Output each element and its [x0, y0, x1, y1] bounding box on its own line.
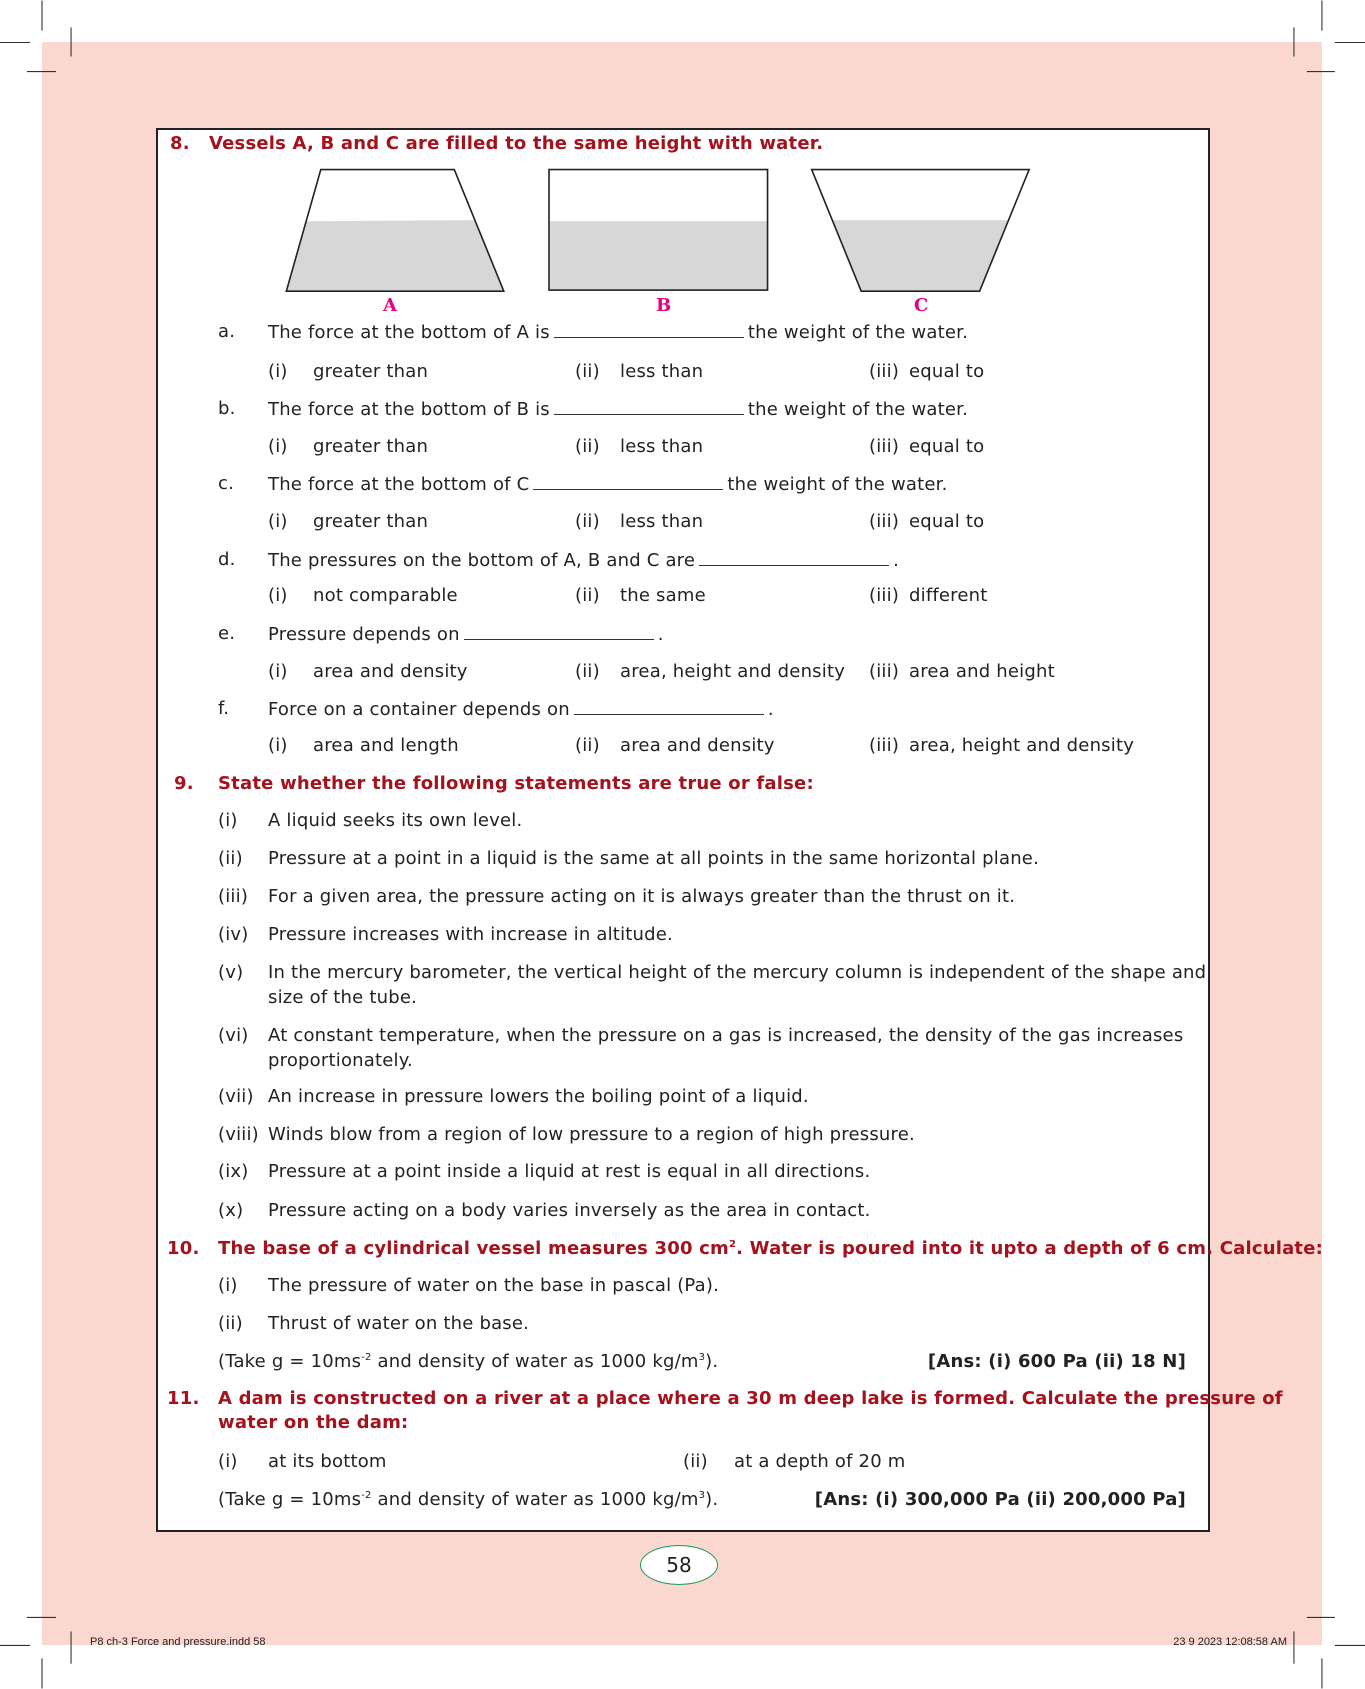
q8-option-text: less than — [620, 361, 704, 382]
q9-statement: Pressure increases with increase in altitude. — [268, 924, 673, 945]
vessel-a — [286, 170, 503, 292]
q9-item-label: (iv) — [218, 924, 249, 945]
q8-option-label: (iii) — [869, 735, 900, 756]
q8-option-text: area and density — [313, 661, 468, 682]
q8-item-label: c. — [218, 473, 235, 494]
question-8-title: Vessels A, B and C are filled to the same height with water. — [209, 133, 824, 154]
q9-statement-cont: size of the tube. — [268, 987, 418, 1008]
q8-option-label: (ii) — [575, 511, 600, 532]
vessel-label-c: C — [914, 295, 929, 316]
q9-item-label: (vii) — [218, 1086, 254, 1107]
answer-blank[interactable] — [464, 623, 654, 640]
q11-given: (Take $g = 10ms^{-2}$ and density of water as 1000 $kg/m^3$). — [218, 1489, 719, 1510]
q8-option-label: (i) — [268, 735, 288, 756]
q9-statement: At constant temperature, when the pressure on a gas is increased, the density of the gas increases — [268, 1025, 1184, 1046]
q9-statement: An increase in pressure lowers the boiling point of a liquid. — [268, 1086, 809, 1107]
vessel-label-b: B — [656, 295, 672, 316]
q8-option-text: less than — [620, 511, 704, 532]
q8-item-label: e. — [218, 623, 236, 644]
q8-option-text: area and height — [909, 661, 1055, 682]
page-number: 58 — [640, 1545, 718, 1585]
vessel-b — [549, 170, 768, 291]
q8-option-label: (iii) — [869, 585, 900, 606]
q8-option-label: (iii) — [869, 661, 900, 682]
question-10-title: The base of a cylindrical vessel measures 300 $cm^2$. Water is poured into it upto a depth of 6 cm. Calculate: — [218, 1238, 1324, 1259]
q11-option-label: (i) — [218, 1451, 238, 1472]
q8-option-text: area and density — [620, 735, 775, 756]
q8-option-label: (i) — [268, 585, 288, 606]
q8-option-label: (i) — [268, 436, 288, 457]
question-9-title: State whether the following statements are true or false: — [218, 773, 814, 794]
q9-statement: Winds blow from a region of low pressure to a region of high pressure. — [268, 1124, 915, 1145]
q10-item-text: The pressure of water on the base in pascal (Pa). — [268, 1275, 720, 1296]
slug-date: 23 9 2023 12:08:58 AM — [1173, 1636, 1287, 1648]
q11-answer: [Ans: (i) 300,000 Pa (ii) 200,000 Pa] — [814, 1489, 1186, 1510]
question-11-number: 11. — [167, 1388, 200, 1409]
q8-option-label: (iii) — [869, 511, 900, 532]
q8-option-label: (i) — [268, 361, 288, 382]
q10-item-text: Thrust of water on the base. — [268, 1313, 530, 1334]
q8-option-text: greater than — [313, 511, 429, 532]
q9-item-label: (ix) — [218, 1161, 249, 1182]
q11-option: at its bottom — [268, 1451, 387, 1472]
q8-item-statement: The force at the bottom of C the weight of the water. — [268, 474, 948, 495]
q8-option-text: less than — [620, 436, 704, 457]
q8-item-statement: Pressure depends on . — [268, 624, 664, 645]
answer-blank[interactable] — [554, 321, 744, 338]
q9-item-label: (ii) — [218, 848, 243, 869]
slug-file: P8 ch-3 Force and pressure.indd 58 — [90, 1636, 266, 1648]
q8-option-label: (ii) — [575, 735, 600, 756]
q8-option-text: different — [909, 585, 988, 606]
q11-option: at a depth of 20 m — [734, 1451, 906, 1472]
q8-option-text: area, height and density — [909, 735, 1135, 756]
q8-option-label: (ii) — [575, 361, 600, 382]
q8-option-text: equal to — [909, 436, 985, 457]
q8-item-label: d. — [218, 549, 236, 570]
answer-blank[interactable] — [699, 549, 889, 566]
q8-option-text: greater than — [313, 361, 429, 382]
q8-option-label: (i) — [268, 511, 288, 532]
q8-option-text: the same — [620, 585, 706, 606]
q8-item-statement: Force on a container depends on . — [268, 699, 774, 720]
q10-answer: [Ans: (i) 600 Pa (ii) 18 N] — [927, 1351, 1186, 1372]
question-11-title-cont: water on the dam: — [218, 1412, 409, 1433]
q8-option-label: (ii) — [575, 436, 600, 457]
q8-option-label: (ii) — [575, 585, 600, 606]
q8-item-label: a. — [218, 321, 236, 342]
q9-statement: A liquid seeks its own level. — [268, 810, 523, 831]
q8-option-label: (iii) — [869, 436, 900, 457]
q9-item-label: (v) — [218, 962, 244, 983]
q11-option-label: (ii) — [683, 1451, 708, 1472]
q8-option-text: equal to — [909, 361, 985, 382]
q9-statement: Pressure acting on a body varies inversely as the area in contact. — [268, 1200, 871, 1221]
q9-item-label: (viii) — [218, 1124, 259, 1145]
q9-statement: Pressure at a point inside a liquid at rest is equal in all directions. — [268, 1161, 871, 1182]
q10-item-label: (i) — [218, 1275, 238, 1296]
q8-item-label: b. — [218, 398, 236, 419]
q8-option-text: area, height and density — [620, 661, 846, 682]
q9-item-label: (vi) — [218, 1025, 249, 1046]
q8-option-label: (ii) — [575, 661, 600, 682]
vessel-c — [812, 170, 1029, 292]
answer-blank[interactable] — [554, 398, 744, 415]
question-10-number: 10. — [167, 1238, 200, 1259]
q9-item-label: (x) — [218, 1200, 244, 1221]
answer-blank[interactable] — [574, 698, 764, 715]
question-9-number: 9. — [174, 773, 194, 794]
q8-item-statement: The force at the bottom of B is the weight of the water. — [268, 399, 969, 420]
q8-option-label: (iii) — [869, 361, 900, 382]
q9-item-label: (i) — [218, 810, 238, 831]
q8-option-label: (i) — [268, 661, 288, 682]
question-11-title: A dam is constructed on a river at a place where a 30 m deep lake is formed. Calculate the pressure of — [218, 1388, 1283, 1409]
q9-item-label: (iii) — [218, 886, 249, 907]
q8-item-label: f. — [218, 698, 230, 719]
answer-blank[interactable] — [533, 473, 723, 490]
q8-item-statement: The force at the bottom of A is the weight of the water. — [268, 322, 968, 343]
q9-statement: Pressure at a point in a liquid is the same at all points in the same horizontal plane. — [268, 848, 1040, 869]
q8-option-text: not comparable — [313, 585, 458, 606]
q9-statement: In the mercury barometer, the vertical height of the mercury column is independent of the shape and — [268, 962, 1207, 983]
q9-statement-cont: proportionately. — [268, 1050, 413, 1071]
q8-option-text: equal to — [909, 511, 985, 532]
vessel-label-a: A — [383, 295, 397, 316]
q9-statement: For a given area, the pressure acting on it is always greater than the thrust on it. — [268, 886, 1016, 907]
q8-option-text: area and length — [313, 735, 459, 756]
question-8-number: 8. — [170, 133, 190, 154]
q8-item-statement: The pressures on the bottom of A, B and C are . — [268, 550, 900, 571]
q10-item-label: (ii) — [218, 1313, 243, 1334]
q8-option-text: greater than — [313, 436, 429, 457]
q10-given: (Take $g = 10ms^{-2}$ and density of water as 1000 $kg/m^3$). — [218, 1351, 719, 1372]
